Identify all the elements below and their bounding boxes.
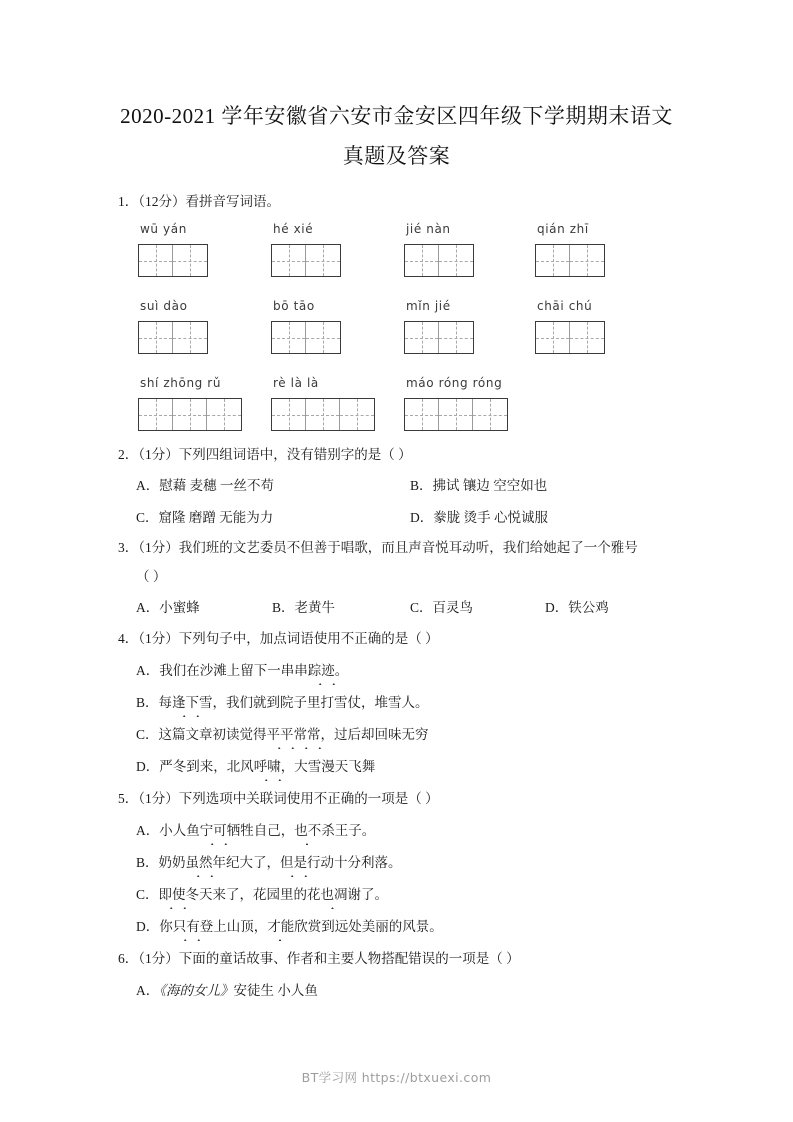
option-text-post: ，过后却回味无穷 (320, 727, 429, 742)
option-emphasis-text-2: 也 (294, 821, 308, 841)
option-text-pre: 严冬到来，北风 (159, 759, 254, 774)
option-emphasis-text: 只有 (173, 917, 200, 937)
option-emphasis-text: 宁可 (200, 821, 227, 841)
option-text-mid: 登上山顶， (199, 919, 268, 934)
option-label: A． (136, 823, 160, 838)
option-text-mid: 年纪大了， (212, 855, 281, 870)
book-title: 《海的女儿》 (159, 983, 234, 998)
option-emphasis-text: 平平常常 (267, 725, 321, 745)
grid-cell[interactable] (272, 245, 306, 276)
option-text-post: 凋谢了。 (334, 887, 389, 902)
pinyin-label-1: wū yán (140, 222, 187, 236)
grid-cell[interactable] (536, 322, 570, 353)
tianzige-grid-2[interactable] (271, 244, 341, 277)
option-text-pre: 小人鱼 (159, 823, 200, 838)
pinyin-label-10: rè là là (273, 376, 319, 390)
question-3-stem-continued: （ ） (136, 569, 167, 584)
question-4-option-b[interactable] (136, 693, 429, 713)
question-2-option-a[interactable]: A．慰藉 麦穗 一丝不苟 (136, 478, 274, 493)
question-1-stem: 1．（12分）看拼音写词语。 (118, 194, 280, 209)
question-2-option-b[interactable]: B．拂试 镶边 空空如也 (410, 478, 548, 493)
question-5-option-c[interactable] (136, 885, 388, 905)
pinyin-label-11: máo róng róng (406, 376, 503, 390)
tianzige-grid-1[interactable] (138, 244, 208, 277)
question-6-stem: 6．（1分）下面的童话故事、作者和主要人物搭配错误的一项是（ ） (118, 951, 520, 966)
grid-cell[interactable] (570, 245, 604, 276)
grid-cell[interactable] (439, 245, 473, 276)
pinyin-label-2: hé xié (273, 222, 314, 236)
option-label: C． (136, 887, 159, 902)
option-label: D． (136, 919, 160, 934)
option-text-post: 不杀王子。 (307, 823, 376, 838)
option-label: B． (136, 695, 159, 710)
option-text-rest: 安徒生 小人鱼 (233, 983, 318, 998)
question-3-stem: 3．（1分）我们班的文艺委员不但善于唱歌，而且声音悦耳动听，我们给她起了一个雅号 (118, 540, 638, 555)
option-label: A． (136, 663, 160, 678)
option-text-post: ，大雪漫天飞舞 (280, 759, 376, 774)
option-text-post: 能欣赏到远处美丽的风景。 (280, 919, 443, 934)
grid-cell[interactable] (139, 245, 173, 276)
question-6-option-a[interactable] (136, 981, 318, 1001)
question-5-option-b[interactable] (136, 853, 402, 873)
title-line-1: 2020-2021 学年安徽省六安市金安区四年级下学期期末语文 (120, 104, 673, 128)
grid-cell[interactable] (405, 399, 439, 430)
tianzige-grid-3[interactable] (404, 244, 474, 277)
question-4-option-c[interactable] (136, 725, 429, 745)
option-text-pre: 奶奶 (158, 855, 186, 870)
tianzige-grid-6[interactable] (271, 321, 341, 354)
option-emphasis-text: 即使 (159, 885, 186, 905)
grid-cell[interactable] (272, 322, 306, 353)
option-label: C． (136, 727, 159, 742)
grid-cell[interactable] (306, 399, 340, 430)
grid-cell[interactable] (173, 245, 207, 276)
grid-cell[interactable] (207, 399, 241, 430)
pinyin-label-7: mǐn jié (406, 299, 451, 313)
title-line-2: 真题及答案 (342, 144, 451, 168)
question-4-stem: 4．（1分）下列句子中，加点词语使用不正确的是（ ） (118, 631, 439, 646)
question-4-option-d[interactable] (136, 757, 375, 777)
question-2-option-d[interactable]: D．豢胧 烫手 心悦诚服 (410, 510, 548, 525)
option-text-pre: 每 (158, 695, 173, 710)
grid-cell[interactable] (570, 322, 604, 353)
tianzige-grid-10[interactable] (271, 398, 375, 431)
tianzige-grid-5[interactable] (138, 321, 208, 354)
option-emphasis-text-2: 但是 (280, 853, 307, 873)
option-text-post: 。 (334, 663, 349, 678)
question-3-option-c[interactable]: C．百灵鸟 (410, 600, 474, 615)
question-3-option-a[interactable]: A．小蜜蜂 (136, 600, 200, 615)
grid-cell[interactable] (439, 399, 473, 430)
tianzige-grid-7[interactable] (404, 321, 474, 354)
option-emphasis-text: 逢下 (172, 693, 199, 713)
option-text-mid: 牺牲自己， (226, 823, 295, 838)
option-text-pre: 你 (159, 919, 173, 934)
grid-cell[interactable] (173, 399, 207, 430)
pinyin-label-4: qián zhī (537, 222, 589, 236)
grid-cell[interactable] (439, 322, 473, 353)
option-label: D． (136, 759, 160, 774)
question-5-stem: 5．（1分）下列选项中关联词使用不正确的一项是（ ） (118, 791, 439, 806)
grid-cell[interactable] (139, 322, 173, 353)
option-label: B． (136, 855, 159, 870)
pinyin-label-5: suì dào (140, 299, 188, 313)
option-text-mid: 冬天来了，花园里的花 (185, 887, 321, 902)
tianzige-grid-8[interactable] (535, 321, 605, 354)
grid-cell[interactable] (139, 399, 173, 430)
tianzige-grid-9[interactable] (138, 398, 242, 431)
question-2-option-c[interactable]: C．窟隆 磨蹭 无能为力 (136, 510, 274, 525)
grid-cell[interactable] (473, 399, 507, 430)
option-emphasis-text: 踪迹 (308, 661, 335, 681)
tianzige-grid-11[interactable] (404, 398, 508, 431)
option-emphasis-text: 呼啸 (254, 757, 281, 777)
pinyin-label-6: bō tāo (273, 299, 315, 313)
pinyin-label-9: shí zhōng rǔ (140, 376, 222, 390)
question-2-stem: 2．（1分）下列四组词语中，没有错别字的是（ ） (118, 447, 412, 462)
grid-cell[interactable] (306, 245, 340, 276)
grid-cell[interactable] (340, 399, 374, 430)
grid-cell[interactable] (405, 322, 439, 353)
pinyin-label-3: jié nàn (406, 222, 451, 236)
question-3-option-d[interactable]: D．铁公鸡 (545, 600, 609, 615)
option-emphasis-text-2: 也 (321, 885, 335, 905)
question-4-option-a[interactable] (136, 661, 348, 681)
grid-cell[interactable] (173, 322, 207, 353)
question-5-option-a[interactable] (136, 821, 375, 841)
footer-watermark: BT学习网 https://btxuexi.com (301, 1070, 492, 1085)
grid-cell[interactable] (306, 322, 340, 353)
grid-cell[interactable] (405, 245, 439, 276)
pinyin-label-8: chāi chú (537, 299, 593, 313)
option-text-post: 雪，我们就到院子里打雪仗，堆雪人。 (199, 695, 429, 710)
option-emphasis-text: 虽然 (186, 853, 213, 873)
option-text-pre: 我们在沙滩上留下一串串 (159, 663, 308, 678)
option-emphasis-text-2: 才 (267, 917, 281, 937)
grid-cell[interactable] (272, 399, 306, 430)
page-title (90, 96, 703, 176)
option-text-post: 行动十分利落。 (307, 855, 402, 870)
option-text-pre: 这篇文章初读觉得 (158, 727, 267, 742)
option-label: A． (136, 983, 160, 998)
tianzige-grid-4[interactable] (535, 244, 605, 277)
question-3-option-b[interactable]: B．老黄牛 (272, 600, 336, 615)
grid-cell[interactable] (536, 245, 570, 276)
question-5-option-d[interactable] (136, 917, 443, 937)
